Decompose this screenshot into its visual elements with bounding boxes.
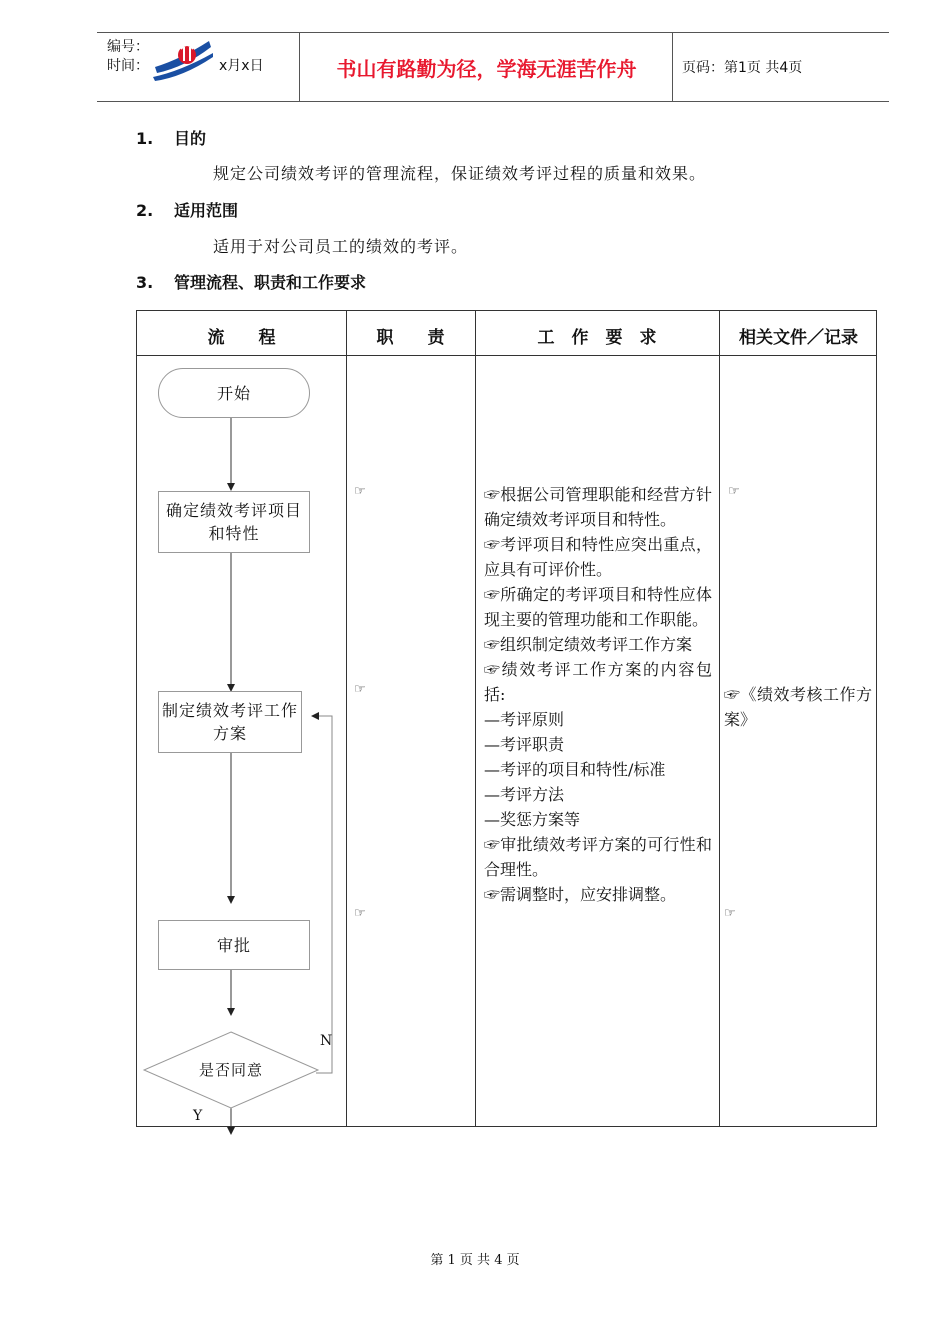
flow-no-label: N [320,1033,333,1049]
page-info: 页码：第1页 共4页 [682,60,803,76]
related-document: ☞《绩效考核工作方案》 [724,685,872,729]
header-requirements: 工 作 要 求 [537,328,657,348]
flow-step-approve: 审批 [158,920,310,970]
list-item: ☞根据公司管理职能和经营方针确定绩效考评项目和特性。 [484,485,712,529]
requirements-list [484,482,712,907]
header-motto: 书山有路勤为径，学海无涯苦作舟 [336,57,637,81]
flow-decision: 是否同意 [198,1060,263,1079]
list-item: —考评职责 [484,735,565,754]
duty-mark: ☞ [354,682,366,697]
duty-mark: ☞ [354,906,366,921]
doc-mark: ☞ [724,906,736,921]
header-documents: 相关文件／记录 [739,328,858,348]
header-duty: 职 责 [376,328,445,348]
flow-yes-label: Y [193,1108,203,1124]
list-item: —考评方法 [484,785,565,804]
list-item: ☞审批绩效考评方案的可行性和合理性。 [484,835,712,879]
list-item: ☞绩效考评工作方案的内容包括: [484,660,712,704]
doc-mark: ☞ [728,484,740,499]
flow-start: 开始 [158,368,310,418]
header-flow: 流 程 [207,328,276,348]
section-2-text: 适用于对公司员工的绩效的考评。 [213,237,469,256]
list-item: —奖惩方案等 [484,810,581,829]
flow-step-plan: 制定绩效考评工作方案 [158,691,302,753]
list-item: ☞需调整时，应安排调整。 [484,885,677,904]
section-3-heading: 3. 管理流程、职责和工作要求 [136,273,367,292]
section-1-text: 规定公司绩效考评的管理流程，保证绩效考评过程的质量和效果。 [213,164,707,183]
list-item: —考评的项目和特性/标准 [484,760,666,779]
list-item: ☞组织制定绩效考评工作方案 [484,635,693,654]
duty-mark: ☞ [354,484,366,499]
flow-step-define: 确定绩效考评项目和特性 [158,491,310,553]
list-item: ☞所确定的考评项目和特性应体现主要的管理功能和工作职能。 [484,585,712,629]
list-item: ☞考评项目和特性应突出重点，应具有可评价性。 [484,535,712,579]
code-label: 编号： [107,39,149,55]
section-1-heading: 1. 目的 [136,129,207,148]
list-item: —考评原则 [484,710,565,729]
time-label: 时间： [107,58,149,74]
page-footer: 第 1 页 共 4 页 [430,1253,520,1268]
header-date: x月x日 [219,58,264,74]
section-2-heading: 2. 适用范围 [136,201,239,220]
